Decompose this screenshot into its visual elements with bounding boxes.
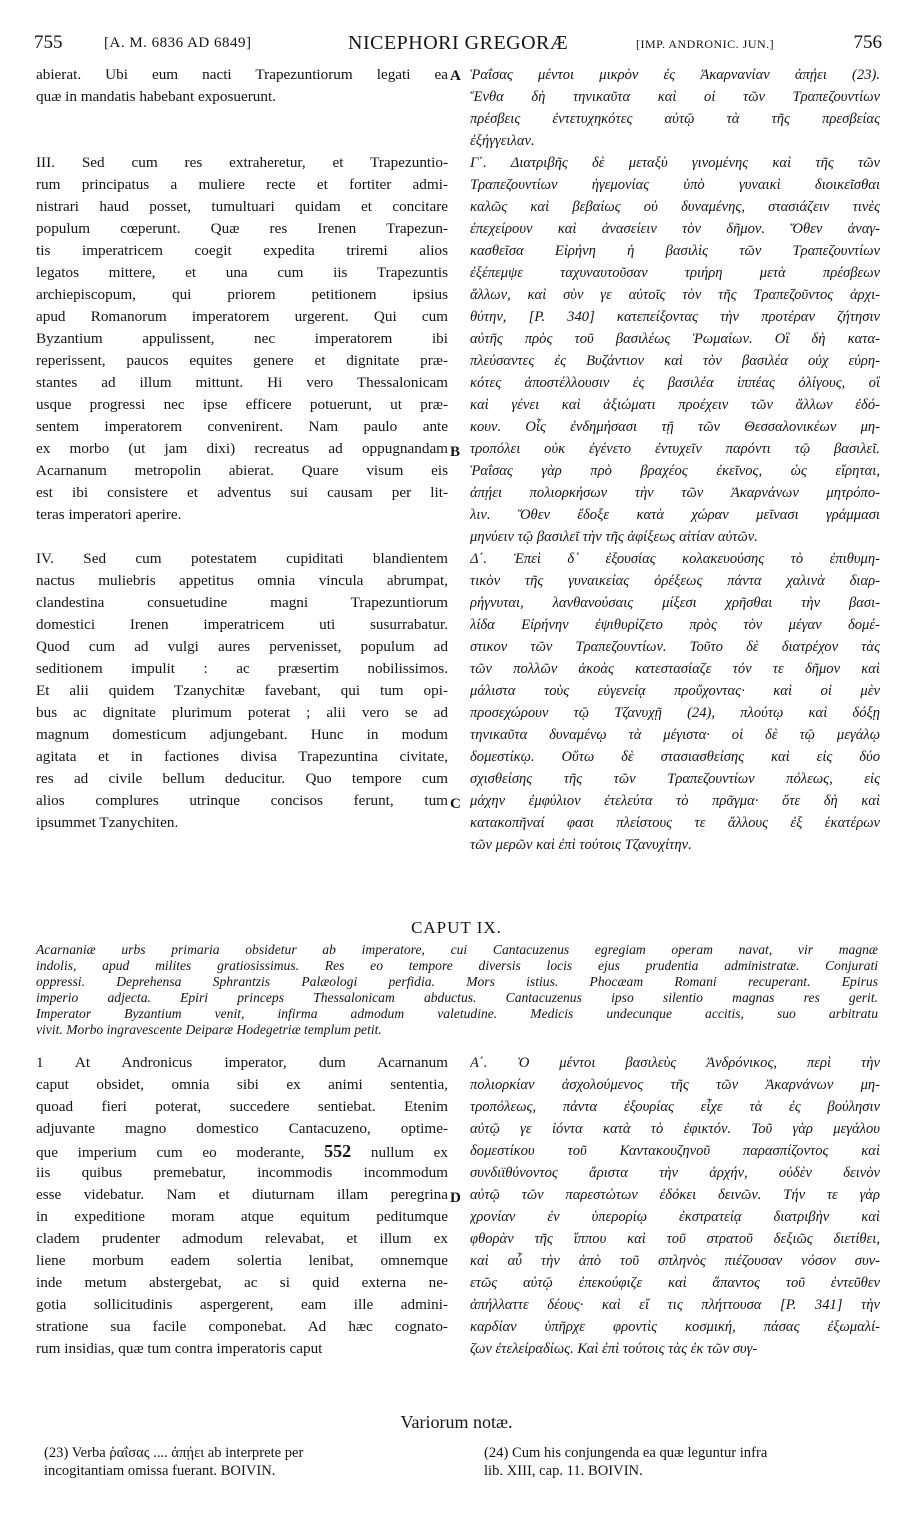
latin-line: III. Sed cum res extraheretur, et Trapezuntio- (36, 154, 448, 171)
latin-line: Byzantium appulissent, nec imperatorem ibi (36, 330, 448, 347)
latin-line: alios complures utrinque concisos ferunt, tum (36, 792, 448, 809)
greek-line: προσεχώρουν τῷ Τζανυχῇ (24), πλούτῳ καὶ δόξῃ (470, 705, 880, 721)
latin-line: bus ac dignitate plurimum poterat ; alii vero se ad (36, 704, 448, 721)
greek-line: αὐτῆς πρὸς τοῦ βασιλέως Ῥωμαίων. Οἳ δὴ κατα- (470, 331, 880, 347)
greek-line: καρδίαν ὑπῆρχε φροντὶς κοσμική, πάσας ἐξωμαλί- (470, 1319, 880, 1335)
greek-line: Ῥαΐσας μέντοι μικρὸν ἐς Ἀκαρνανίαν ἀπῄει (23). (470, 67, 880, 83)
latin-line: teras imperatori aperire. (36, 506, 182, 523)
latin-line: liene morbum eadem solertia lenibat, omnemque (36, 1252, 448, 1269)
greek-line: δομεστίκῳ. Οὕτω δὲ στασιασθείσης καὶ εἰς δύο (470, 749, 880, 765)
latin-line: 1 At Andronicus imperator, dum Acarnanum (36, 1054, 448, 1071)
latin-line: Quod cum ad vulgi aures pervenisset, populum ad (36, 638, 448, 655)
greek-line: ἐπεχείρουν καὶ ἀνασείειν τὸν δῆμον. Ὅθεν ἀναγ- (470, 221, 880, 237)
greek-line: μάλιστα τοὺς εὐγενείᾳ προὔχοντας· καὶ οἱ μὲν (470, 683, 880, 699)
greek-line: πλεύσαντες ἐς Βυζάντιον καὶ τὸν βασιλέα οὐχ εὑρη- (470, 353, 880, 369)
margin-marker-b: B (450, 444, 461, 460)
running-title: NICEPHORI GREGORÆ (348, 32, 569, 54)
latin-line: agitata et in factiones divisa Trapezuntina civitate, (36, 748, 448, 765)
page-number-right: 756 (853, 32, 882, 53)
footnote-line: lib. XIII, cap. 11. BOIVIN. (484, 1463, 643, 1479)
greek-line: ρήγνυται, λανθανούσαις μίξεσι χρῆσθαι τὴν βασι- (470, 595, 880, 611)
greek-line: ζων ἐτελείραδίως. Καὶ ἐπὶ τούτοις τὰς ἐκ τῶν συγ- (470, 1341, 758, 1357)
footnote-line: (24) Cum his conjungenda ea quæ leguntur infra (484, 1445, 768, 1461)
latin-line: IV. Sed cum potestatem cupiditati blandientem (36, 550, 448, 567)
greek-column-top (470, 64, 880, 856)
latin-column-bottom (36, 1052, 448, 1360)
latin-line: reperissent, paucos equites genere et dignitate præ- (36, 352, 448, 369)
greek-line: καὶ αὖ τὴν ἀπὸ τοῦ σπληνὸς πιέζουσαν νόσον συν- (470, 1253, 880, 1269)
greek-line: Α΄. Ὁ μέντοι βασιλεὺς Ἀνδρόνικος, περὶ τὴν (470, 1055, 880, 1071)
greek-line: κατακοπῆναί φασι πλείστους τε ἄλλους ἐξ ἑκατέρων (470, 815, 880, 831)
latin-line: archiepiscopum, qui priorem petitionem ipsius (36, 286, 448, 303)
latin-line: apud Romanorum imperatorem urgerent. Qui cum (36, 308, 448, 325)
latin-line: domestici Irenen imperatricem uti susurrabatur. (36, 616, 448, 633)
latin-line: Et alii quidem Tzanychitæ favebant, qui tum opi- (36, 682, 448, 699)
greek-line: τῶν πολλῶν ἀκοὰς κατεστασίαζε τόν τε δῆμον καὶ (470, 661, 880, 677)
greek-line: θύτην, [P. 340] κατεπείξοντας τὴν προτέραν ζήτησιν (470, 309, 880, 325)
greek-line: πρέσβεις ἐντετυχηκότες αὐτῷ τὰ τῆς πρεσβείας (470, 111, 880, 127)
greek-line: Δ΄. Ἐπεὶ δ᾽ ἐξουσίας κολακευούσης τὸ ἐπιθυμη- (470, 551, 880, 567)
latin-line: quoad fieri poterat, succedere sentiebat. Etenim (36, 1098, 448, 1115)
latin-line: cladem prudenter admodum relevabat, et illum ex (36, 1230, 448, 1247)
greek-column-bottom (470, 1052, 880, 1360)
latin-line: gotia sollicitudinis aspergerent, eam ille admini- (36, 1296, 448, 1313)
summary-line: imperio adjecta. Epiri princeps Thessalonicam abductus. Cantacuzenus ipso silentio magnas res gerit. (36, 990, 878, 1005)
latin-line (36, 108, 448, 130)
greek-line: ἐξήγγειλαν. (470, 133, 535, 149)
latin-line: ex morbo (ut jam dixi) recreatus ad oppugnandam (36, 440, 448, 457)
footnote-24 (484, 1444, 884, 1480)
greek-line: χρονίαν ἐν ὑπερορίῳ ἐκστρατείᾳ διατριβὴν καὶ (470, 1209, 880, 1225)
greek-line: συνδιϊθύνοντος ἄριστα τὴν ἀρχήν, οὐδὲν δεινὸν (470, 1165, 880, 1181)
greek-line: ετῶς αὐτῷ ἐπεκούφιζε καὶ ἅπαντος τοῦ ἐντεῦθεν (470, 1275, 880, 1291)
latin-line: rum principatus a muliere recte et fortiter admi- (36, 176, 448, 193)
page-header (34, 32, 882, 60)
latin-line: nistrari haud posset, tumultuari quidam et concitare (36, 198, 448, 215)
greek-line: αὐτῷ τῶν παρεστώτων ἐδόκει δεινῶν. Τήν τε γὰρ (470, 1187, 880, 1203)
latin-line: adjuvante magno domestico Cantacuzeno, optime- (36, 1120, 448, 1137)
latin-line: rum insidias, quæ tum contra imperatoris caput (36, 1340, 323, 1357)
greek-line: τροπόλει οὐκ ἐγένετο ἐντυχεῖν παρόντι τῷ βασιλεῖ. (470, 441, 880, 457)
latin-line: clandestina consuetudine magni Trapezuntiorum (36, 594, 448, 611)
greek-line: ἄλλων, καὶ σὺν γε αὐτοῖς τὸν τῆς Τραπεζοῦντος ἀρχι- (470, 287, 880, 303)
chapter-heading: CAPUT IX. (411, 918, 502, 937)
latin-line: seditionem impulit : ac præsertim nobilissimos. (36, 660, 448, 677)
margin-marker-d: D (450, 1190, 461, 1206)
latin-line: nactus muliebris appetitus omnia vincula abrumpat, (36, 572, 448, 589)
edition-label: [IMP. ANDRONIC. JUN.] (636, 37, 775, 51)
year-range: [A. M. 6836 AD 6849] (104, 35, 252, 51)
chapter-summary (36, 942, 878, 1038)
greek-line: φθορὰν τῆς ἵππου καὶ τοῦ στρατοῦ δεξιῶς διετίθει, (470, 1231, 880, 1247)
latin-line: iis quibus premebatur, incommodis incommodum (36, 1164, 448, 1181)
footnote-23 (44, 1444, 444, 1480)
latin-column-top (36, 64, 448, 834)
summary-line: oppressi. Deprehensa Sphrantzis Palæologi perfidia. Mors istius. Phocæam Romani recuperant. Epirus (36, 974, 878, 989)
latin-line: caput obsidet, omnia sibi ex animi sententia, (36, 1076, 448, 1093)
greek-line: ἀπήλλαττε δέους· καὶ εἴ τις πλήττουσα [P. 341] τὴν (470, 1297, 880, 1313)
greek-line: κότες ἀποστέλλουσιν ἐς βασιλέα ἱππέας ὀλίγους, οἳ (470, 375, 880, 391)
latin-line: stratione sua facile componebat. Ad hæc cognato- (36, 1318, 448, 1335)
latin-line (36, 130, 448, 152)
latin-line: usque progressi nec ipse efficere potuerunt, ut præ- (36, 396, 448, 413)
greek-line: πολιορκίαν ἀσχολούμενος τῆς τῶν Ἀκαρνάνων μη- (470, 1077, 880, 1093)
greek-line: ἐξέπεμψε ταχυναυτοῦσαν τριήρη μετὰ πρέσβεων (470, 265, 880, 281)
greek-line: καὶ γένει καὶ ἀξιώματι προέχειν τῶν ἄλλων ἐδό- (470, 397, 880, 413)
greek-line: λιν. Ὅθεν ἔδοξε κατὰ χώραν μεῖνασι γράμμασι (470, 507, 880, 523)
summary-line: indolis, apud milites gratiosissimus. Res eo tempore diversis locis ejus prudentia administratæ. Conjurati (36, 958, 878, 973)
greek-line: δομεστίκου τοῦ Καντακουζηνοῦ παρασπίζοντος καὶ (470, 1143, 880, 1159)
greek-line: ἀπῄει πολιορκήσων τὴν τῶν Ἀκαρνάνων μητρόπο- (470, 485, 880, 501)
latin-line: Acarnanum metropolin abierat. Quare visum eis (36, 462, 448, 479)
footnote-line: (23) Verba ῥαΐσας .... ἀπῄει ab interprete per (44, 1445, 304, 1461)
latin-line: legatos mittere, et una cum iis Trapezuntis (36, 264, 448, 281)
greek-line: μάχην ἐμφύλιον ἐτελεύτα τὸ πρᾶγμα· ὅτε δὴ καὶ (470, 793, 880, 809)
page-number-left: 755 (34, 32, 63, 53)
latin-line: in expeditione moram atque equitum peditumque (36, 1208, 448, 1225)
greek-line: τηνικαῦτα δυναμένῳ τὰ μέγιστα· οἱ δὲ τῷ μεγάλῳ (470, 727, 880, 743)
greek-line: μηνύειν τῷ βασιλεῖ τὴν τῆς ἀφίξεως αἰτίαν αὐτῶν. (470, 529, 758, 545)
latin-line: stantes ad illum mittunt. Hi vero Thessalonicam (36, 374, 448, 391)
latin-line: inde metum abstergebat, ac si quid externa ne- (36, 1274, 448, 1291)
greek-line: τῶν μερῶν καὶ ἐπὶ τούτοις Τζανυχίτην. (470, 837, 692, 853)
greek-line: Ῥαΐσας γὰρ πρὸ βραχέος ἐκεῖνος, ὡς εἴρηται, (470, 463, 880, 479)
latin-line: est ibi consistere et adventus sui causam per lit- (36, 484, 448, 501)
margin-marker-c: C (450, 796, 461, 812)
margin-marker-a: A (450, 68, 461, 84)
greek-line: Τραπεζουντίων ἡγεμονίας ὑπὸ γυναικὶ διοικεῖσθαι (470, 177, 880, 193)
latin-line (36, 526, 448, 548)
latin-line: ipsummet Tzanychiten. (36, 814, 179, 831)
greek-line: στικον τῶν Τραπεζουντίων. Τοῦτο δὲ διατρέχον τὰς (470, 639, 880, 655)
latin-line: sentem imperatorem convenirent. Nam paulo ante (36, 418, 448, 435)
greek-line: τροπόλεως, πάντα ἐξουρίας εἶχε τὰ ἐς βούλησιν (470, 1099, 880, 1115)
latin-line: tis imperatricem coegit expedita triremi alios (36, 242, 448, 259)
greek-line: τικὸν τῆς γυναικείας ὀρέξεως πάντα χαλινὰ διαρ- (470, 573, 880, 589)
summary-line: Imperator Byzantium venit, infirma admodum valetudine. Medicis undecunque accitis, suo arbitratu (36, 1006, 878, 1021)
latin-line: abierat. Ubi eum nacti Trapezuntiorum legati ea (36, 66, 448, 83)
greek-line: Ἔνθα δὴ τηνικαῦτα καὶ οἱ τῶν Τραπεζουντίων (470, 89, 880, 105)
greek-line: σχισθείσης τῆς τῶν Τραπεζουντίων πόλεως, εἰς (470, 771, 880, 787)
latin-line: populum cœperunt. Quæ res Irenen Trapezun- (36, 220, 448, 237)
latin-line: que imperium cum eo moderante, 552 nullum ex (36, 1141, 448, 1161)
greek-line: κασθεῖσα Εἰρήνη ἡ βασιλὶς τῶν Τραπεζουντίων (470, 243, 880, 259)
greek-line: Γ΄. Διατριβῆς δὲ μεταξὺ γινομένης καὶ τῆς τῶν (470, 155, 880, 171)
greek-line: αὐτῷ γε ἰόντα κατὰ τὸ ἐφικτόν. Τοῦ γὰρ μεγάλου (470, 1121, 880, 1137)
greek-line: κουν. Οἷς ἐνδημήσασι τῇ τῶν Θεσσαλονικέων μη- (470, 419, 880, 435)
footnote-line: incogitantiam omissa fuerant. BOIVIN. (44, 1463, 276, 1479)
latin-line: quæ in mandatis habebant exposuerunt. (36, 88, 276, 105)
latin-line: magnum domesticum adjungebant. Hunc in modum (36, 726, 448, 743)
greek-line: καλῶς καὶ βεβαίως οὐ δυναμένης, στασιάζειν τινὲς (470, 199, 880, 215)
summary-line: Acarnaniæ urbs primaria obsidetur ab imperatore, cui Cantacuzenus egregiam operam navat, vir magnæ (36, 942, 878, 957)
inline-page-number: 552 (324, 1141, 352, 1161)
notes-heading: Variorum notæ. (400, 1412, 513, 1432)
latin-line: res ad civile bellum deducitur. Quo tempore cum (36, 770, 448, 787)
summary-line: vivit. Morbo ingravescente Deiparæ Hodegetriæ templum petit. (36, 1022, 382, 1037)
greek-line: λίδα Εἰρήνην ἐψιθυρίζετο πρὸς τὸν μέγαν δομέ- (470, 617, 880, 633)
latin-line: esse videbatur. Nam et diuturnam illam peregrina (36, 1186, 448, 1203)
